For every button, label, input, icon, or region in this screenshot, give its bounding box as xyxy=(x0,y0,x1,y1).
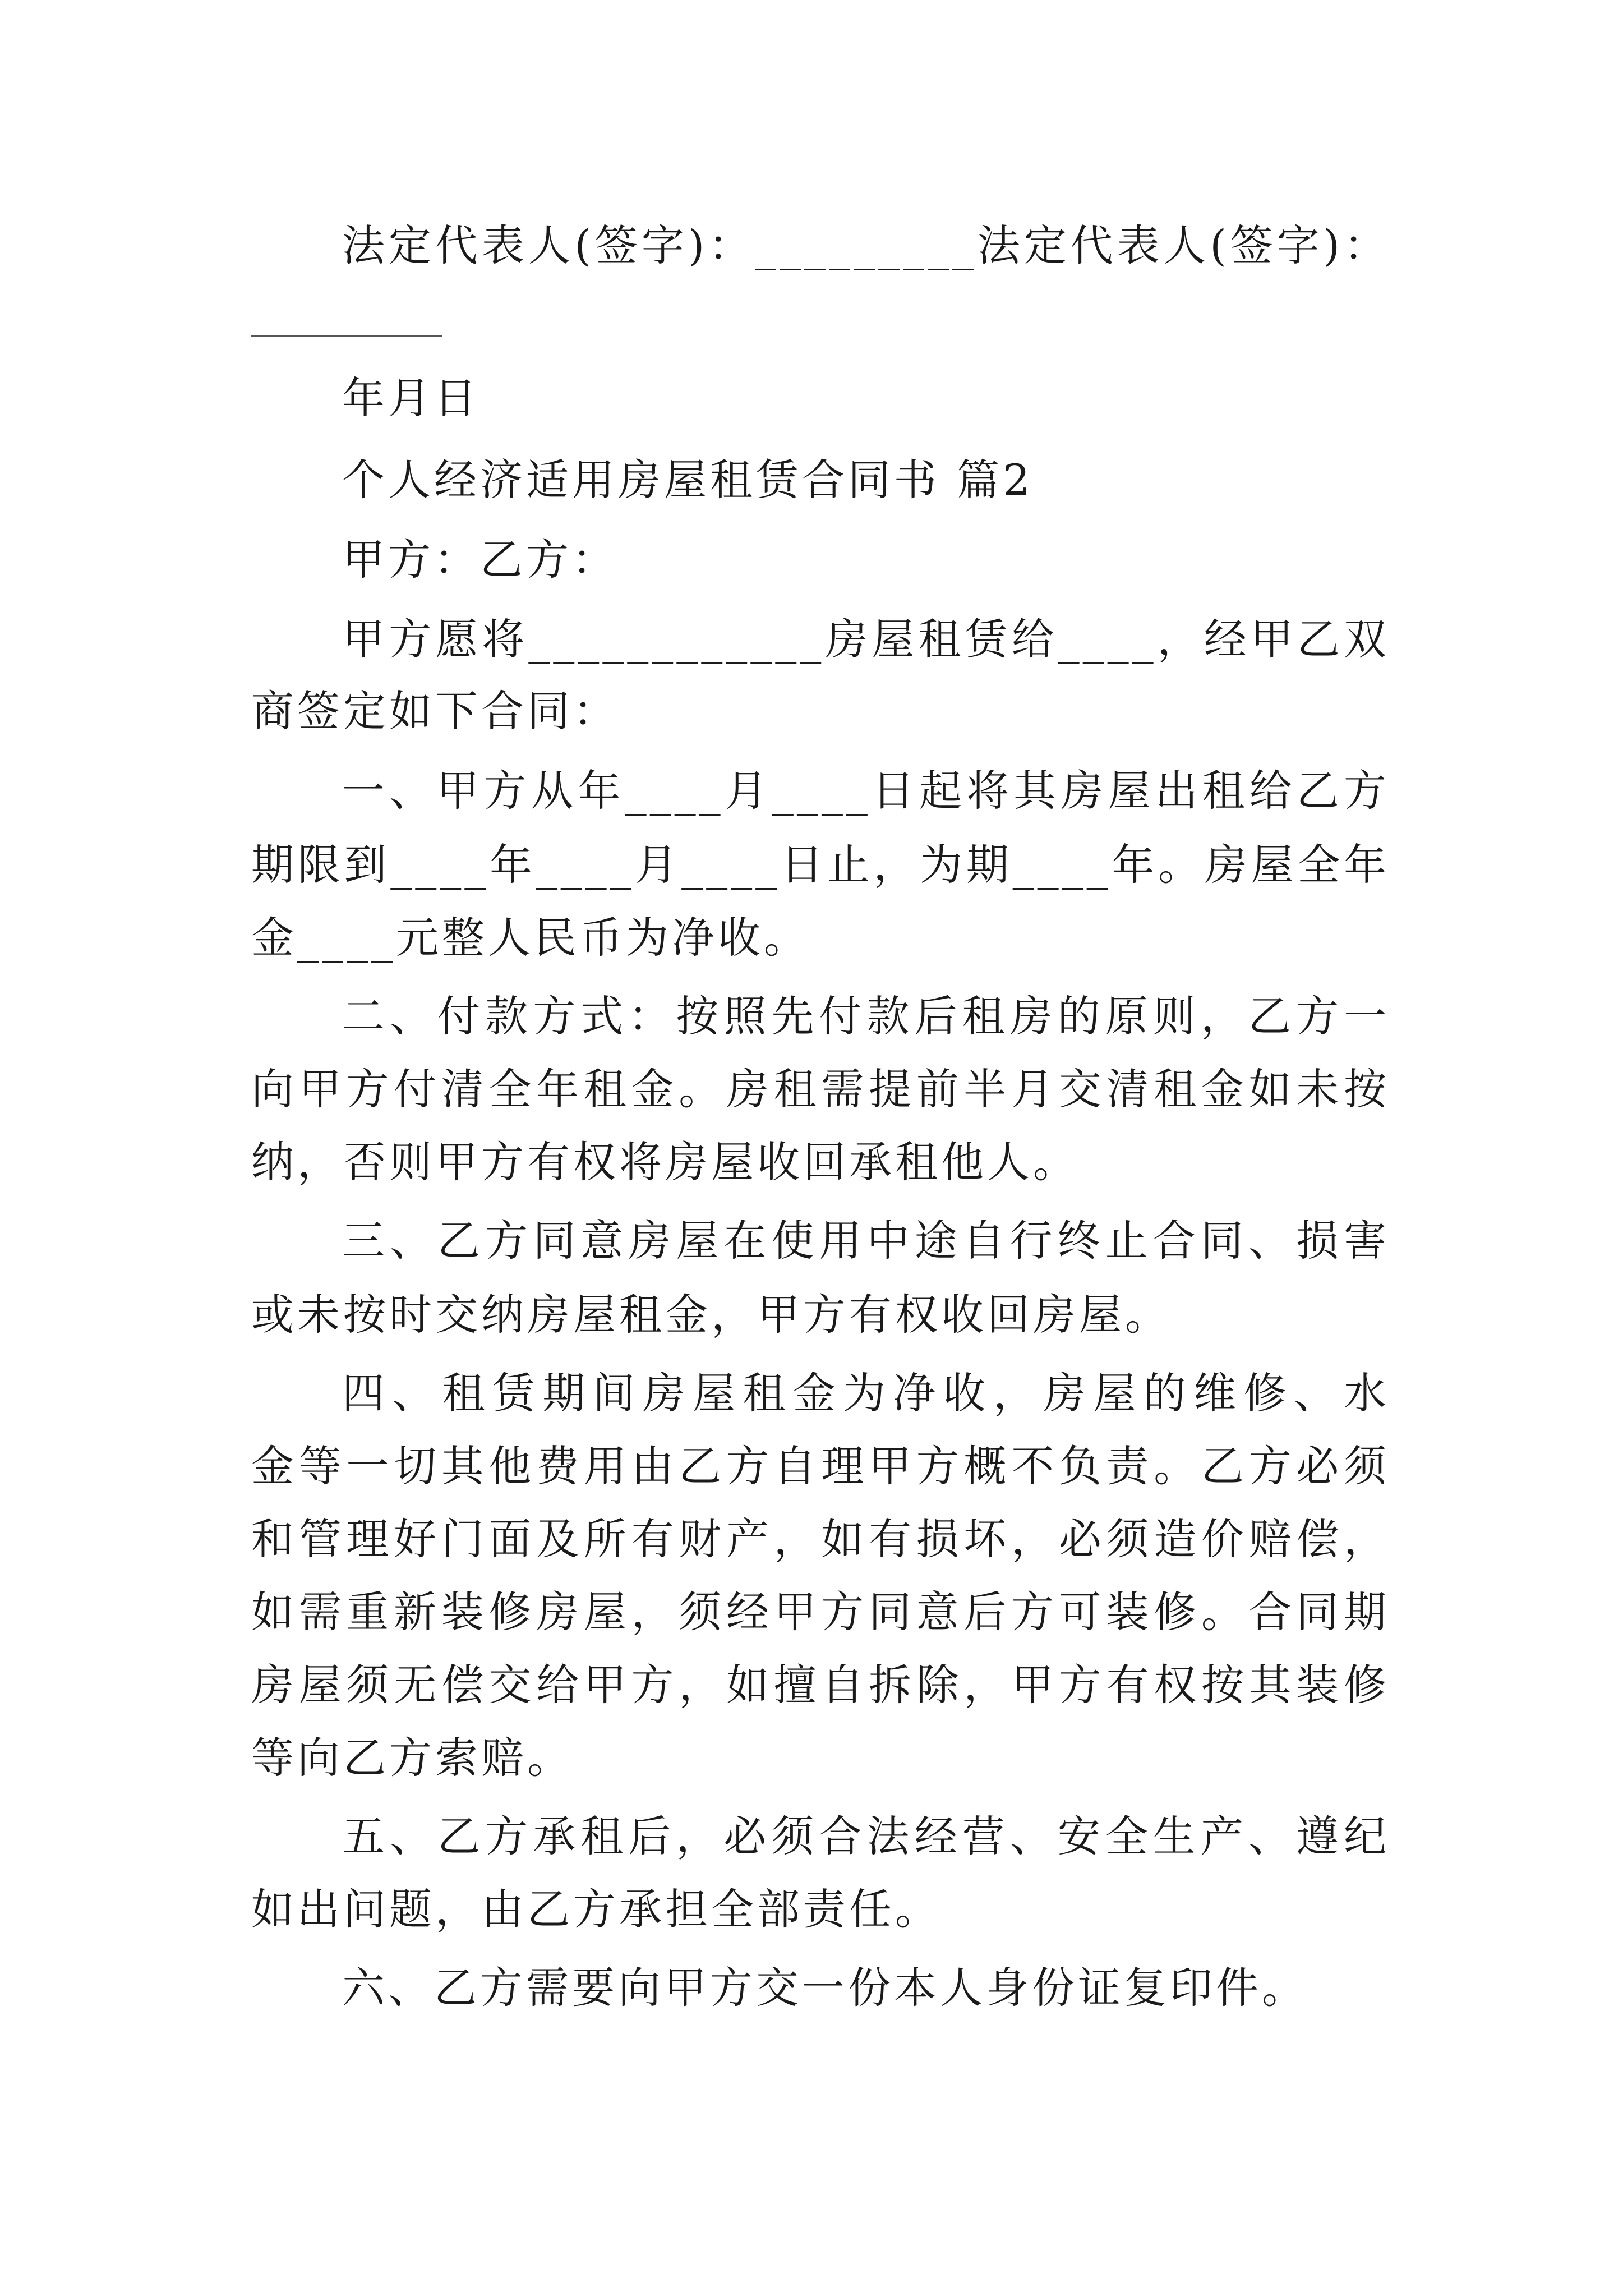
paragraph-line: 如需重新装修房屋，须经甲方同意后方可装修。合同期 xyxy=(251,1587,1390,1637)
paragraph-line: 金____元整人民币为净收。 xyxy=(251,913,810,963)
paragraph-line: 金等一切其他费用由乙方自理甲方概不负责。乙方必须 xyxy=(251,1441,1390,1491)
paragraph-line: 纳，否则甲方有权将房屋收回承租他人。 xyxy=(251,1137,1079,1187)
paragraph-line: 二、付款方式：按照先付款后租房的原则，乙方一 xyxy=(342,991,1390,1041)
signature-blank-rule xyxy=(251,335,442,337)
parties-line: 甲方：乙方： xyxy=(342,535,618,585)
paragraph-line: 或未按时交纳房屋租金，甲方有权收回房屋。 xyxy=(251,1290,1171,1340)
paragraph-line: 一、甲方从年____月____日起将其房屋出租给乙方 xyxy=(342,766,1390,816)
section-heading: 个人经济适用房屋租赁合同书 篇2 xyxy=(342,455,1034,505)
paragraph-line: 三、乙方同意房屋在使用中途自行终止合同、损害 xyxy=(342,1216,1390,1266)
signature-line: 法定代表人(签字)：_________法定代表人(签字)： xyxy=(342,220,1390,270)
date-line: 年月日 xyxy=(342,373,480,423)
paragraph-line: 六、乙方需要向甲方交一份本人身份证复印件。 xyxy=(342,1963,1308,2013)
paragraph-line: 商签定如下合同： xyxy=(251,686,619,736)
paragraph-line: 五、乙方承租后，必须合法经营、安全生产、遵纪 xyxy=(342,1811,1390,1861)
paragraph-line: 和管理好门面及所有财产，如有损坏，必须造价赔偿， xyxy=(251,1514,1390,1564)
paragraph-line: 期限到____年____月____日止，为期____年。房屋全年 xyxy=(251,840,1390,890)
paragraph-line: 甲方愿将____________房屋租赁给____，经甲乙双 xyxy=(342,614,1390,664)
paragraph-line: 向甲方付清全年租金。房租需提前半月交清租金如未按 xyxy=(251,1064,1390,1114)
paragraph-line: 四、租赁期间房屋租金为净收，房屋的维修、水 xyxy=(342,1368,1390,1418)
paragraph-line: 如出问题，由乙方承担全部责任。 xyxy=(251,1884,941,1934)
paragraph-line: 等向乙方索赔。 xyxy=(251,1733,573,1783)
paragraph-line: 房屋须无偿交给甲方，如擅自拆除，甲方有权按其装修 xyxy=(251,1660,1390,1710)
